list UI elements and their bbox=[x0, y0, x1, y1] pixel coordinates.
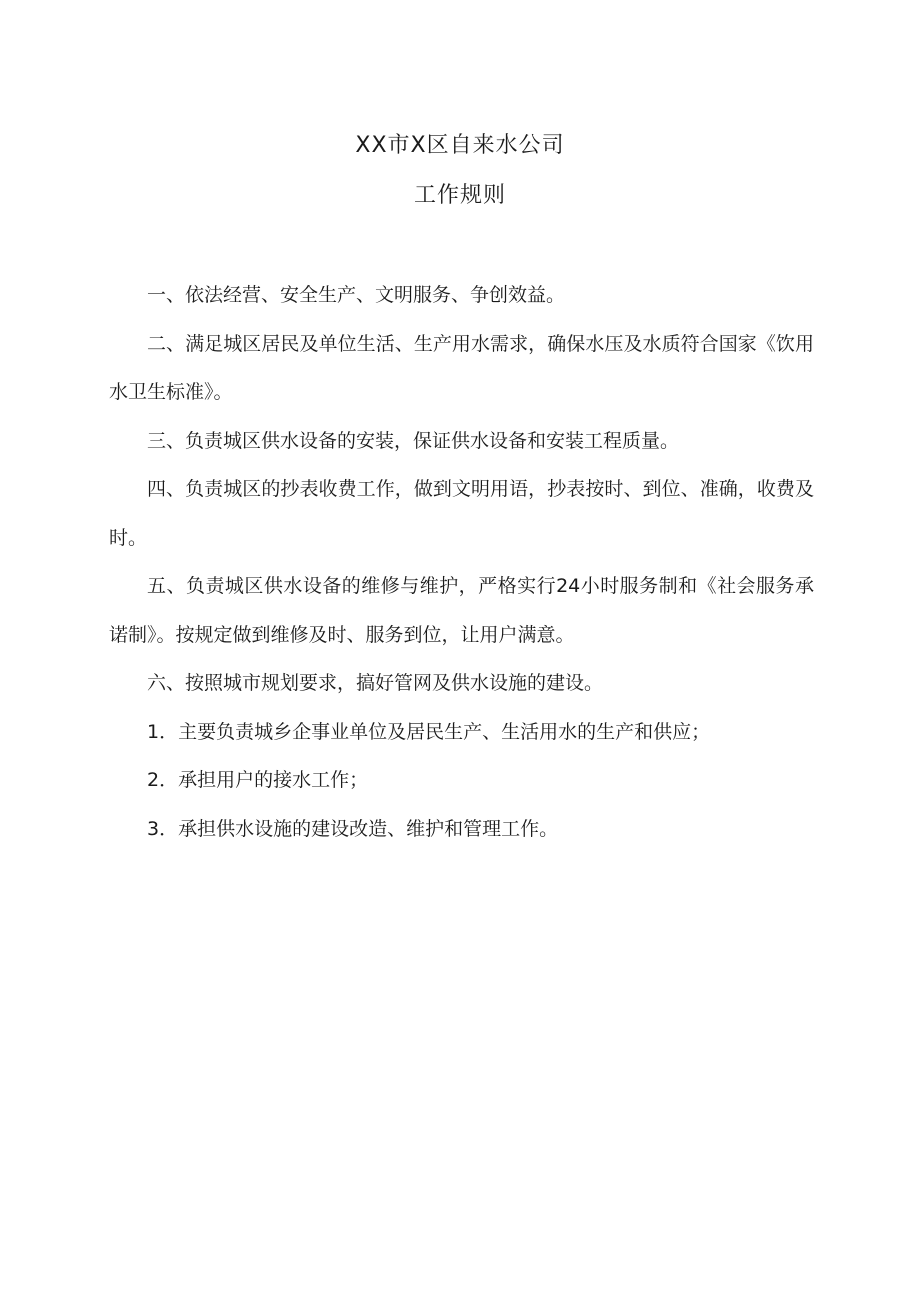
list-item-2: 2．承担用户的接水工作； bbox=[147, 769, 369, 791]
paragraph-1: 一、依法经营、安全生产、文明服务、争创效益。 bbox=[147, 284, 566, 306]
document-subtitle: 工作规则 bbox=[413, 183, 506, 208]
paragraph-6: 六、按照城市规划要求，搞好管网及供水设施的建设。 bbox=[147, 672, 604, 694]
document-title: XX市X区自来水公司 bbox=[355, 133, 565, 158]
paragraph-3: 三、负责城区供水设备的安装，保证供水设备和安装工程质量。 bbox=[147, 429, 680, 452]
document-body bbox=[109, 271, 814, 853]
paragraph-5: 五、负责城区供水设备的维修与维护，严格实行24小时服务制和《社会服务承诺制》。按规定做到维修及时、服务到位，让用户满意。 bbox=[109, 575, 814, 646]
paragraph-2: 二、满足城区居民及单位生活、生产用水需求，确保水压及水质符合国家《饮用水卫生标准》。 bbox=[109, 332, 814, 403]
paragraph-4: 四、负责城区的抄表收费工作，做到文明用语，抄表按时、到位、准确，收费及时。 bbox=[109, 478, 814, 549]
list-item-1: 1．主要负责城乡企事业单位及居民生产、生活用水的生产和供应； bbox=[147, 720, 711, 743]
list-item-3: 3．承担供水设施的建设改造、维护和管理工作。 bbox=[147, 817, 559, 840]
